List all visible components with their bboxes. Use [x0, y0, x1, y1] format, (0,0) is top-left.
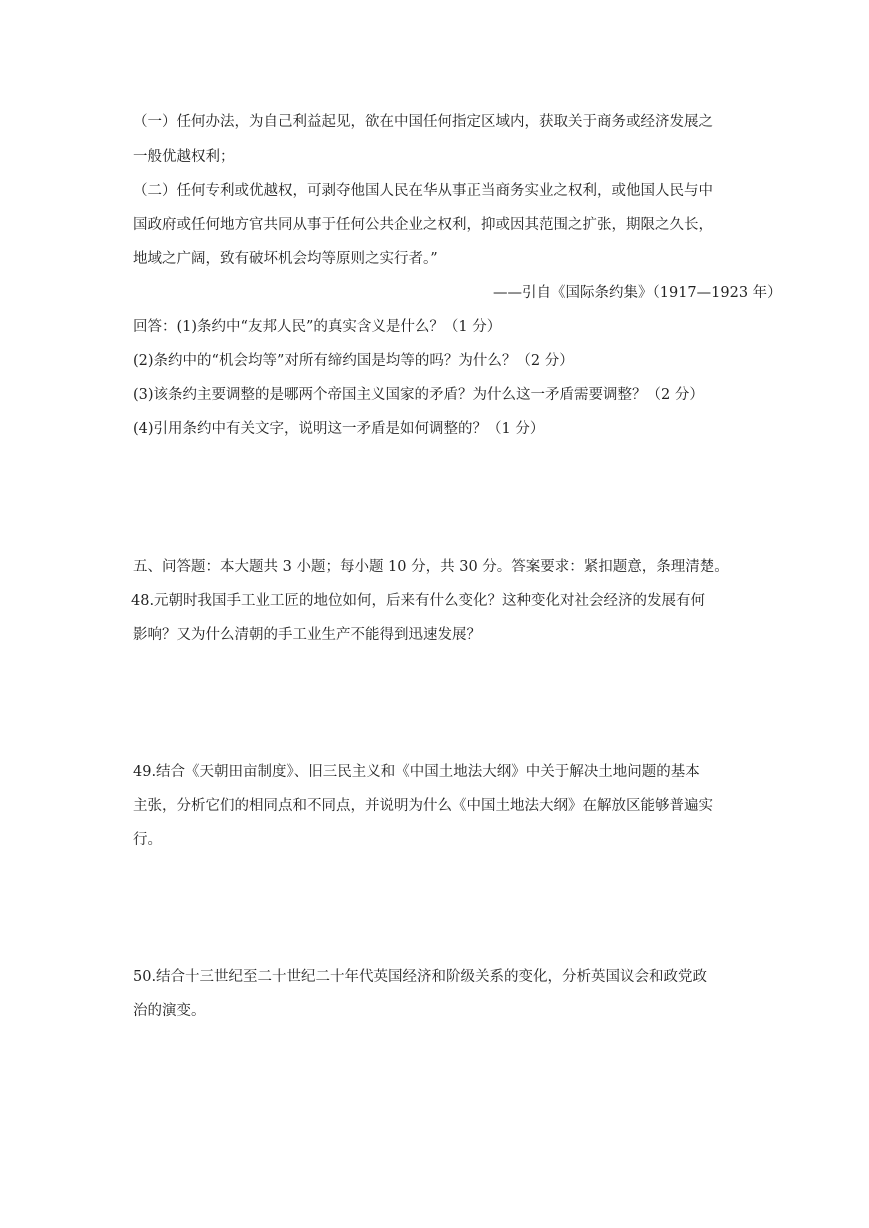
source-citation: ——引自《国际条约集》（1917—1923 年） [493, 285, 782, 301]
question-49-line-1: 49.结合《天朝田亩制度》、旧三民主义和《中国土地法大纲》中关于解决土地问题的基本 [133, 764, 700, 780]
question-49-line-2: 主张，分析它们的相同点和不同点，并说明为什么《中国土地法大纲》在解放区能够普遍实 [133, 798, 713, 814]
clause-1-line-1: （一）任何办法，为自己利益起见，欲在中国任何指定区域内，获取关于商务或经济发展之 [133, 114, 713, 130]
clause-2-line-3: 地域之广阔，致有破坏机会均等原则之实行者。” [133, 251, 438, 267]
question-48-line-1: 48.元朝时我国手工业工匠的地位如何，后来有什么变化？这种变化对社会经济的发展有何 [131, 593, 706, 609]
question-48-line-2: 影响？又为什么清朝的手工业生产不能得到迅速发展？ [133, 627, 481, 643]
section-heading: 五、问答题：本大题共 3 小题；每小题 10 分，共 30 分。答案要求：紧扣题意，条理清楚。 [133, 559, 729, 575]
clause-2-line-1: （二）任何专利或优越权，可剥夺他国人民在华从事正当商务实业之权利，或他国人民与中 [133, 183, 713, 199]
clause-1-line-2: 一般优越权利； [133, 149, 235, 165]
question-4: (4)引用条约中有关文字，说明这一矛盾是如何调整的？（1 分） [133, 421, 545, 437]
clause-2-line-2: 国政府或任何地方官共同从事于任何公共企业之权利，抑或因其范围之扩张，期限之久长， [133, 217, 713, 233]
question-2: (2)条约中的“机会均等”对所有缔约国是均等的吗？为什么？（2 分） [133, 353, 574, 369]
question-1: 回答：(1)条约中“友邦人民”的真实含义是什么？（1 分） [133, 319, 502, 335]
question-50-line-1: 50.结合十三世纪至二十世纪二十年代英国经济和阶级关系的变化，分析英国议会和政党政 [133, 969, 708, 985]
question-49-line-3: 行。 [133, 832, 162, 848]
question-50-line-2: 治的演变。 [133, 1003, 206, 1019]
question-3: (3)该条约主要调整的是哪两个帝国主义国家的矛盾？为什么这一矛盾需要调整？（2 分） [133, 387, 704, 403]
